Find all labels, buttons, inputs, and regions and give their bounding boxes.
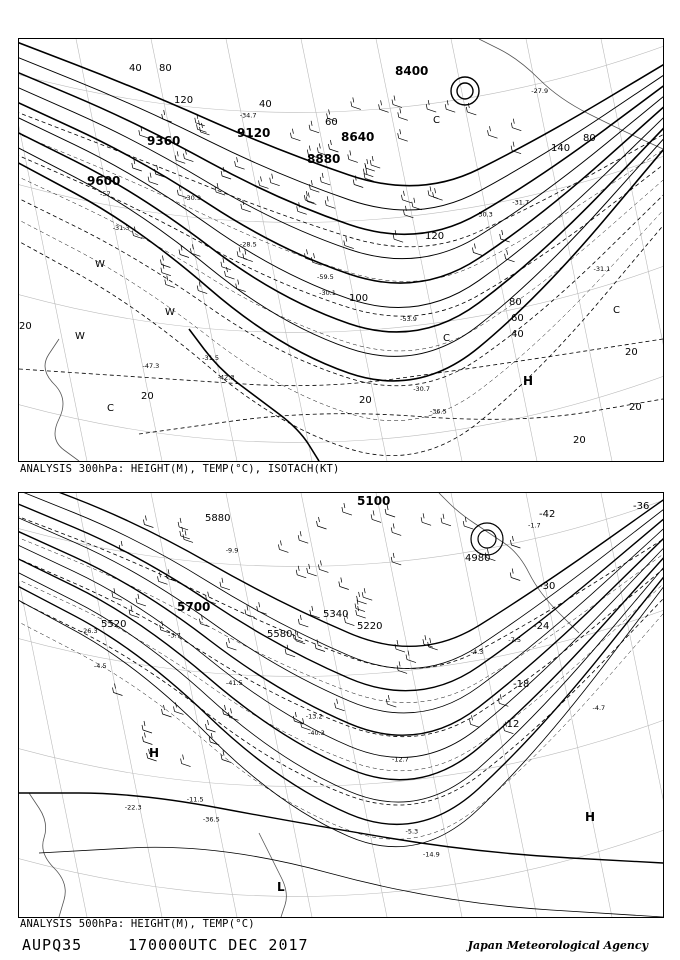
isotach-label: 20 [141, 391, 154, 402]
wind-barb [391, 523, 401, 535]
isotach-label: 20 [629, 402, 642, 413]
height-contour [19, 39, 663, 186]
height-label: 8640 [341, 130, 375, 144]
coastline-segment [439, 493, 579, 633]
wind-barb [290, 129, 300, 141]
temperature-contour [19, 602, 663, 839]
wind-barb [362, 588, 372, 600]
isotach-label: 20 [625, 347, 638, 358]
wind-barb [243, 250, 253, 262]
temperature-sample: -30.3 [476, 210, 493, 219]
low-center-symbol: L [277, 880, 285, 894]
temperature-sample: -4.7 [592, 704, 606, 713]
temperature-sample: -5.3 [405, 827, 419, 836]
isotach-contour [19, 185, 663, 385]
wind-barb [142, 733, 152, 745]
wind-barb [370, 156, 380, 168]
height-label: 9360 [147, 134, 181, 148]
coastline-segment [259, 833, 286, 917]
wind-barb [298, 615, 308, 627]
meridian-line [449, 39, 539, 461]
wind-barb [421, 513, 431, 525]
meridian-line [299, 39, 389, 461]
isotach-label: 60 [325, 117, 338, 128]
height-contour [19, 128, 663, 356]
wind-barb [226, 638, 236, 650]
agency-name: Japan Meteorological Agency [467, 939, 648, 952]
meridian-line [149, 493, 239, 917]
latlon-grid [19, 493, 663, 917]
height-label: 9600 [87, 174, 121, 188]
low-height-ring [457, 83, 473, 99]
latlon-grid [19, 39, 663, 461]
isotach-label: 60 [511, 313, 524, 324]
map-300hpa-canvas [19, 39, 663, 461]
height-contour-labels [101, 494, 490, 640]
isotach-label: 20 [573, 435, 586, 446]
parallel-line [19, 823, 663, 896]
isotach-label: 40 [129, 63, 142, 74]
temperature-sample: -41.5 [225, 679, 243, 688]
wind-barb [296, 566, 306, 578]
wind-barb [392, 96, 402, 108]
temperature-sample: -30.9 [184, 194, 202, 203]
isotach-label: 80 [583, 133, 596, 144]
wind-barb [472, 244, 482, 256]
parallel-line [19, 369, 663, 442]
wind-barb [371, 510, 381, 522]
valid-time: 170000UTC DEC 2017 [128, 936, 309, 954]
height-label: 5340 [323, 609, 349, 620]
temperature-sample: -4.5 [93, 661, 107, 670]
temperature-sample: -13.2 [305, 712, 323, 721]
temperature-sample: -40.3 [308, 728, 325, 737]
wind-barb [209, 733, 219, 745]
wind-barb [190, 244, 200, 256]
wind-barb [178, 518, 188, 530]
temperature-sample: -34.7 [239, 111, 257, 120]
wind-barb [113, 684, 123, 696]
wind-barb [391, 553, 401, 565]
temperature-contour-labels [503, 501, 649, 730]
wind-barb [445, 100, 455, 112]
wind-barb [511, 119, 521, 131]
wind-barb [161, 264, 171, 276]
wind-barb [270, 174, 280, 186]
temperature-sample: -27.9 [531, 87, 549, 96]
meridian-line [19, 493, 89, 917]
caption-300hpa: ANALYSIS 300hPa: HEIGHT(M), TEMP(°C), ISOTACH(KT) [20, 463, 340, 475]
height-contours [19, 39, 663, 381]
wind-barb [143, 516, 153, 528]
cold-center-symbol: C [107, 403, 114, 414]
isotach-label: 40 [259, 99, 272, 110]
wind-barb [175, 151, 185, 163]
temperature-sample: -11.5 [186, 795, 204, 804]
temperature-sample: -31.1 [593, 265, 611, 273]
meridian-line [599, 493, 663, 917]
height-label: 5220 [357, 621, 383, 632]
temperature-sample: -36.5 [202, 815, 220, 824]
temperature-contour [19, 575, 663, 771]
wind-barb [165, 276, 175, 288]
wind-barb [220, 578, 230, 590]
parallel-line [19, 493, 663, 566]
isotach-label: 120 [174, 95, 194, 106]
wind-barb [215, 183, 225, 195]
meridian-line [19, 39, 89, 461]
wind-barb [348, 150, 358, 162]
height-contour [19, 538, 663, 757]
wind-barb [259, 176, 269, 188]
height-label: 4980 [465, 553, 491, 564]
meridian-line [599, 39, 663, 461]
height-label: 5880 [205, 513, 231, 524]
high-center-symbol: H [585, 810, 596, 824]
isotach-label: 20 [19, 321, 32, 332]
temperature-sample: -12.7 [392, 755, 409, 764]
wind-barb [356, 606, 366, 618]
wind-barb [160, 256, 170, 268]
high-center-symbol: H [523, 374, 534, 388]
temperature-sample: -36.5 [429, 407, 447, 416]
isotach-label: 40 [511, 329, 524, 340]
height-label: 5520 [101, 619, 127, 630]
height-label: 8880 [307, 152, 341, 166]
cold-center-symbol: C [613, 305, 620, 316]
isotach-contour [19, 214, 663, 456]
wind-barb [229, 708, 239, 720]
wind-barb [307, 564, 317, 576]
wind-barb [278, 540, 288, 552]
wind-barb [317, 517, 327, 529]
wind-barb [181, 755, 191, 767]
height-label: 8400 [395, 64, 429, 78]
wind-barb [306, 192, 316, 204]
wind-barb [379, 100, 389, 112]
wind-barb [199, 615, 209, 627]
wind-barb [342, 503, 352, 515]
isotach-contour [19, 171, 663, 351]
coastline-segment [29, 793, 65, 917]
wind-barb [235, 157, 245, 169]
wind-barb [406, 651, 416, 663]
warm-center-symbol: W [165, 307, 175, 318]
height-label: 5100 [357, 494, 391, 508]
temperature-sample: -4.3 [470, 648, 484, 657]
wind-barb [197, 120, 207, 132]
wind-barb [412, 198, 422, 210]
coastline-segment [189, 329, 319, 461]
height-contour [19, 527, 663, 735]
height-contours [19, 493, 663, 917]
isotach-label: 120 [425, 231, 445, 242]
isotach-labels [19, 63, 642, 446]
wind-barb [488, 126, 498, 138]
isotach-label: 20 [359, 395, 372, 406]
wind-barb [328, 140, 338, 152]
low-height-ring [478, 530, 496, 548]
wind-barb [225, 267, 235, 279]
wind-barb [351, 97, 361, 109]
height-contour [19, 98, 663, 283]
wind-barb [298, 531, 308, 543]
temperature-contour [19, 513, 663, 669]
temperature-sample: -1.7 [528, 521, 541, 530]
isotach-label: 140 [551, 143, 571, 154]
wind-barb [257, 602, 267, 614]
upper-air-map-500hpa [18, 492, 664, 918]
temperature-sample: -9.9 [225, 546, 239, 555]
temperature-sample: -53.9 [400, 315, 417, 323]
wind-barb [398, 108, 408, 120]
cold-center-symbol: C [443, 333, 450, 344]
temperature-contour-label: -12 [503, 719, 520, 730]
wind-barb [398, 129, 408, 141]
temperature-sample: -26.3 [80, 626, 98, 635]
meridian-line [374, 493, 464, 917]
wind-barb [174, 702, 184, 714]
wind-barb [441, 514, 451, 526]
temperature-sample: -28.5 [239, 240, 257, 249]
wind-barb [470, 715, 480, 727]
temperature-sample: -57 [100, 189, 111, 198]
wind-barb [500, 230, 510, 242]
isotach-label: 100 [349, 293, 369, 304]
meridian-line [74, 493, 164, 917]
high-center-symbol: H [149, 746, 160, 760]
wind-barb [426, 100, 436, 112]
wind-barb [386, 695, 396, 707]
wind-barb [393, 230, 403, 242]
temperature-sample: -22.3 [124, 803, 142, 812]
temperature-sample: -3.7 [168, 631, 181, 640]
coastline-segment [45, 339, 79, 461]
warm-center-symbol: W [95, 259, 105, 270]
temperature-sample: -14.9 [422, 850, 440, 859]
product-id: AUPQ35 [22, 936, 83, 954]
height-contour [19, 547, 663, 779]
low-height-ring [451, 77, 479, 105]
wind-barb [428, 186, 438, 198]
caption-500hpa: ANALYSIS 500hPa: HEIGHT(M), TEMP(°C) [20, 918, 255, 930]
temperature-contour-label: -36 [633, 501, 650, 512]
wind-barb [293, 712, 303, 724]
wind-barb [285, 645, 295, 657]
wind-barb [339, 578, 349, 590]
wind-barb [510, 569, 520, 581]
wind-barb [236, 280, 246, 292]
temperature-contour-label: -18 [513, 679, 530, 690]
coastline [29, 493, 579, 917]
isotach-label: 80 [159, 63, 172, 74]
isotach-label: 80 [509, 297, 522, 308]
wind-barb [401, 191, 411, 203]
wind-barb [363, 165, 373, 177]
isotach-contours [19, 109, 663, 456]
cold-center-symbol: C [433, 115, 440, 126]
temperature-sample: -31.3 [112, 223, 130, 232]
temperature-sample: -7.5 [508, 635, 521, 644]
height-label: 5700 [177, 600, 211, 614]
height-label: 5580 [267, 629, 293, 640]
temperature-sample: -47.3 [142, 361, 160, 370]
meridian-line [299, 493, 389, 917]
wind-barb [142, 721, 152, 733]
height-label: 9120 [237, 126, 271, 140]
temperature-sample: -59.5 [317, 273, 334, 282]
isotach-contour [19, 339, 663, 386]
upper-air-map-300hpa [18, 38, 664, 462]
height-contour [19, 500, 663, 691]
temperature-sample: -30.1 [319, 289, 336, 298]
temperature-sample: -30.7 [413, 384, 431, 393]
temperature-contour-label: -24 [533, 621, 550, 632]
height-contour [19, 793, 663, 863]
temperature-sample: -31.7 [512, 198, 530, 207]
map-500hpa-canvas [19, 493, 663, 917]
wind-barb [162, 705, 172, 717]
parallel-line [19, 713, 663, 786]
temperature-sample: -31.5 [202, 354, 220, 362]
isotach-contour [139, 399, 663, 434]
temperature-contour-label: -42 [539, 509, 556, 520]
temperature-sample: -42.3 [217, 373, 235, 382]
wind-barb [309, 121, 319, 133]
temperature-contour-label: -30 [539, 581, 556, 592]
height-contour [19, 493, 663, 669]
wind-barb [183, 530, 193, 542]
warm-center-symbol: W [75, 331, 85, 342]
